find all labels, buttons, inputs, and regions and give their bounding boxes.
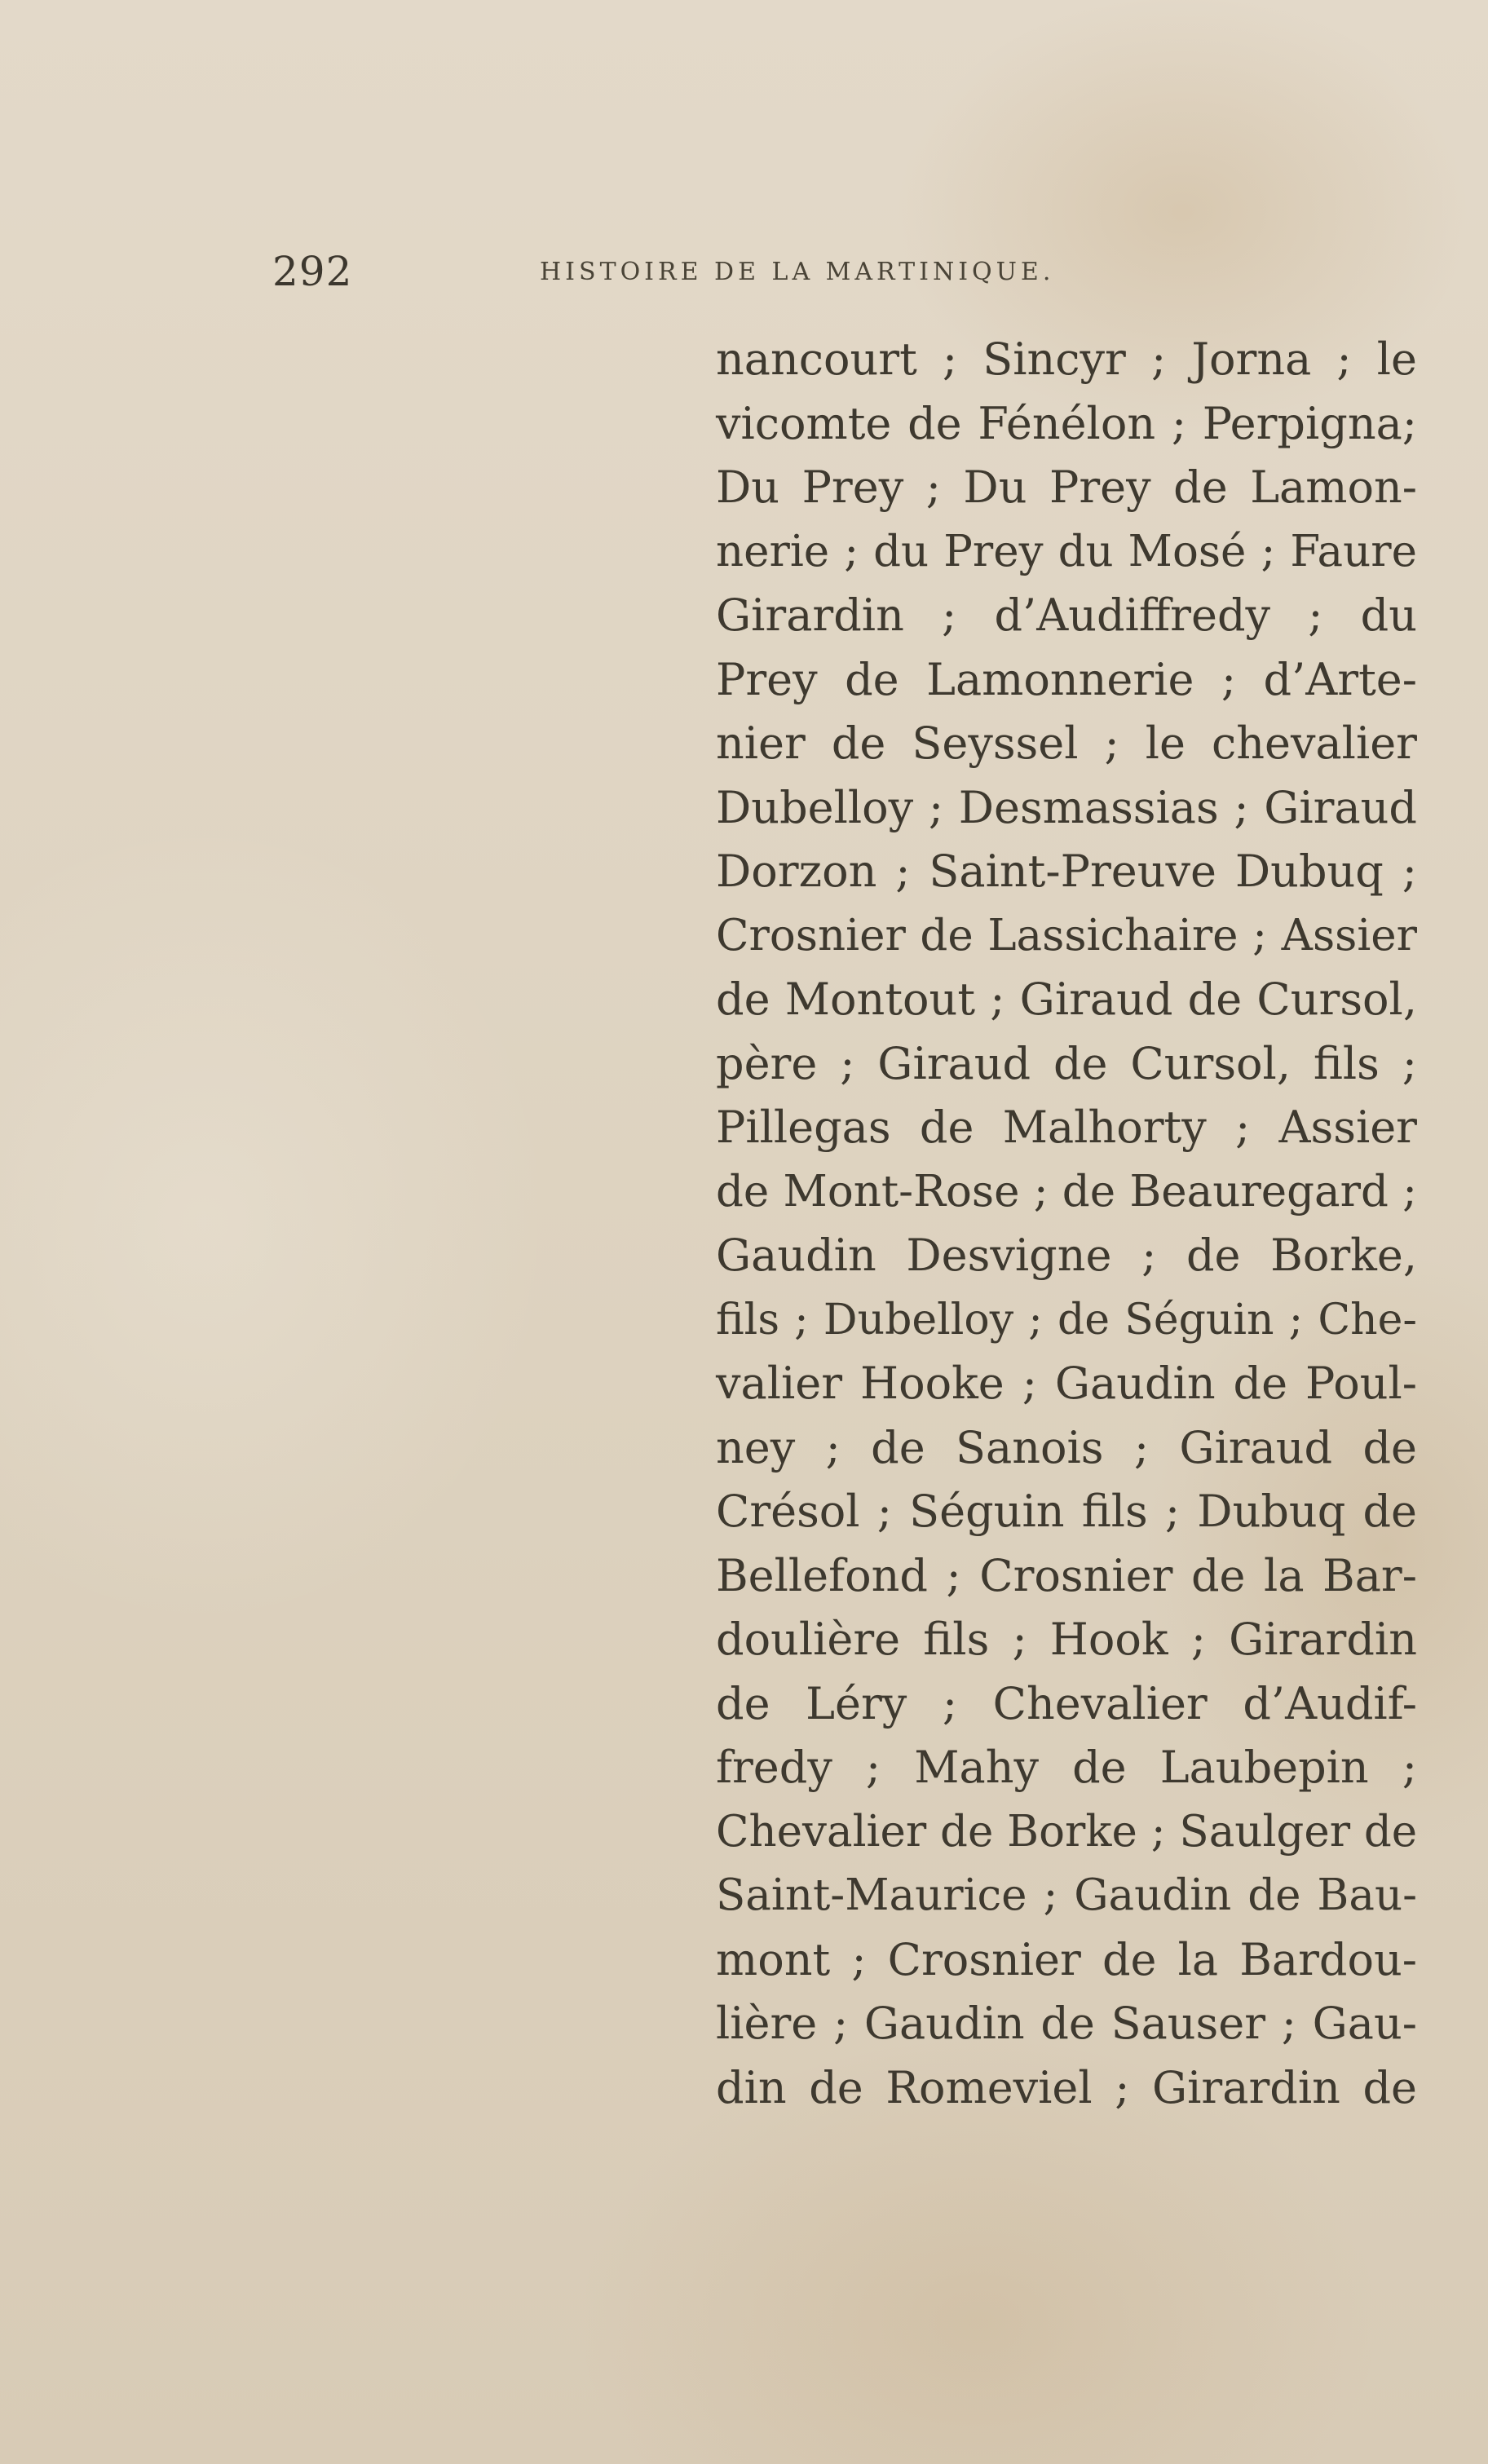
text-line: ney ; de Sanois ; Giraud de — [716, 1421, 1417, 1473]
text-line: Bellefond ; Crosnier de la Bar- — [716, 1549, 1417, 1601]
text-line: Dubelloy ; Desmassias ; Giraud — [716, 781, 1417, 833]
text-line: nier de Seyssel ; le chevalier — [716, 718, 1417, 769]
text-line: de Montout ; Giraud de Cursol, — [716, 974, 1417, 1025]
text-line: din de Romeviel ; Girardin de — [716, 2061, 1417, 2113]
page-number: 292 — [272, 248, 353, 295]
text-line: Chevalier de Borke ; Saulger de — [716, 1806, 1418, 1857]
text-line: Girardin ; d’Audiffredy ; du — [716, 590, 1417, 641]
text-line: Crésol ; Séguin fils ; Dubuq de — [716, 1486, 1417, 1537]
body-text — [716, 328, 1417, 2120]
text-line: Gaudin Desvigne ; de Borke, — [716, 1230, 1417, 1281]
text-line: nancourt ; Sincyr ; Jorna ; le — [716, 333, 1417, 385]
text-line: mont ; Crosnier de la Bardou- — [716, 1933, 1417, 1985]
text-line: père ; Giraud de Cursol, fils ; — [716, 1037, 1417, 1089]
text-line: valier Hooke ; Gaudin de Poul- — [716, 1358, 1417, 1409]
text-line: nerie ; du Prey du Mosé ; Faure — [716, 526, 1417, 576]
text-line: Dorzon ; Saint-Preuve Dubuq ; — [716, 846, 1417, 897]
text-line: Du Prey ; Du Prey de Lamon- — [716, 461, 1417, 513]
text-line: lière ; Gaudin de Sauser ; Gau- — [716, 1998, 1417, 2049]
text-line: de Mont-Rose ; de Beauregard ; — [716, 1166, 1417, 1217]
running-head: HISTOIRE DE LA MARTINIQUE. — [540, 258, 1055, 286]
text-line: de Léry ; Chevalier d’Audif- — [716, 1677, 1417, 1729]
text-line: fils ; Dubelloy ; de Séguin ; Che- — [716, 1295, 1417, 1345]
text-line: Prey de Lamonnerie ; d’Arte- — [716, 653, 1417, 705]
page-header — [272, 243, 1169, 300]
text-line: fredy ; Mahy de Laubepin ; — [716, 1742, 1417, 1793]
text-line: vicomte de Fénélon ; Perpigna; — [716, 397, 1417, 449]
text-line: Saint-Maurice ; Gaudin de Bau- — [716, 1870, 1417, 1920]
text-line: Pillegas de Malhorty ; Assier — [716, 1102, 1417, 1153]
text-line: Crosnier de Lassichaire ; Assier — [716, 910, 1417, 960]
text-line: doulière fils ; Hook ; Girardin — [716, 1614, 1417, 1665]
